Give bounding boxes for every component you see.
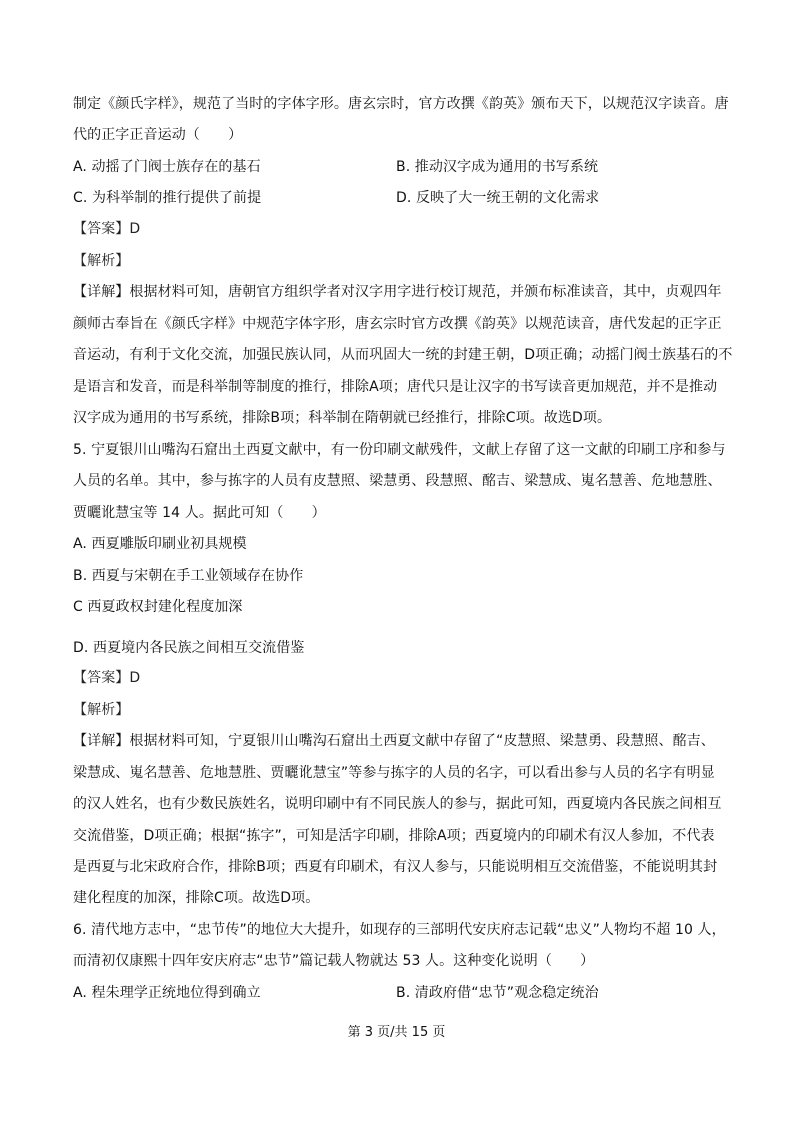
question-5-explanation-line-3: 的汉人姓名，也有少数民族姓名，说明印刷中有不同民族人的参与，据此可知，西夏境内各民族之间相互: [73, 796, 722, 812]
question-4-explanation-line-3: 音运动，有利于文化交流，加强民族认同，从而巩固大一统的封建王朝，D项正确；动摇门阀士族基石的不: [73, 347, 733, 363]
question-4-option-a: A. 动摇了门阀士族存在的基石: [73, 159, 261, 175]
question-5-explanation-line-1: 【详解】根据材料可知，宁夏银川山嘴沟石窟出土西夏文献中存留了“皮慧照、梁慧勇、段慧照、酩吉、: [73, 733, 715, 749]
question-6-stem-line-2: 而清初仅康熙十四年安庆府志“忠节”篇记载人物就达 53 人。这种变化说明（ ）: [73, 953, 595, 969]
question-6-option-a: A. 程朱理学正统地位得到确立: [73, 985, 261, 1001]
question-5-analysis-label: 【解析】: [73, 702, 130, 718]
question-5-stem-line-1: 5. 宁夏银川山嘴沟石窟出土西夏文献中，有一份印刷文献残件，文献上存留了这一文献的印刷工序和参与: [73, 442, 726, 458]
question-5-explanation-line-4: 交流借鉴，D项正确；根据“拣字”，可知是活字印刷，排除A项；西夏境内的印刷术有汉人参加，不代表: [73, 828, 715, 844]
question-4-analysis-label: 【解析】: [73, 253, 130, 269]
question-4-explanation-line-4: 是语言和发音，而是科举制等制度的推行，排除A项；唐代只是让汉字的书写读音更加规范，并不是推动: [73, 379, 718, 395]
question-5-explanation-line-6: 建化程度的加深，排除C项。故选D项。: [73, 890, 320, 906]
question-4-option-b: B. 推动汉字成为通用的书写系统: [396, 159, 599, 175]
question-4-answer: 【答案】D: [73, 221, 141, 237]
question-5-option-b: B. 西夏与宋朝在手工业领域存在协作: [73, 568, 304, 584]
question-5-stem-line-3: 贾曬讹慧宝等 14 人。据此可知（ ）: [73, 505, 326, 521]
question-4-explanation-line-2: 颜师古奉旨在《颜氏字样》中规范字体字形，唐玄宗时官方改撰《韵英》以规范读音，唐代发起的正字正: [73, 316, 722, 332]
question-6-option-b: B. 清政府借“忠节”观念稳定统治: [396, 985, 599, 1001]
question-5-answer: 【答案】D: [73, 670, 141, 686]
question-5-option-c: C 西夏政权封建化程度加深: [73, 599, 243, 615]
question-4-stem-line-1: 制定《颜氏字样》，规范了当时的字体字形。唐玄宗时，官方改撰《韵英》颁布天下，以规范汉字读音。唐: [73, 96, 729, 112]
question-4-explanation-line-1: 【详解】根据材料可知，唐朝官方组织学者对汉字用字进行校订规范，并颁布标准读音，其中，贞观四年: [73, 284, 722, 300]
question-5-option-d: D. 西夏境内各民族之间相互交流借鉴: [73, 640, 305, 656]
question-5-stem-line-2: 人员的名单。其中，参与拣字的人员有皮慧照、梁慧勇、段慧照、酩吉、梁慧成、嵬名慧善、危地慧胜、: [73, 473, 722, 489]
question-4-explanation-line-5: 汉字成为通用的书写系统，排除B项；科举制在隋朝就已经推行，排除C项。故选D项。: [73, 410, 612, 426]
question-4-option-c: C. 为科举制的推行提供了前提: [73, 190, 262, 206]
question-4-stem-line-2: 代的正字正音运动（ ）: [73, 127, 243, 143]
question-5-explanation-line-5: 是西夏与北宋政府合作，排除B项；西夏有印刷术，有汉人参与，只能说明相互交流借鉴，不能说明其封: [73, 859, 718, 875]
question-5-option-a: A. 西夏雕版印刷业初具规模: [73, 536, 247, 552]
question-6-stem-line-1: 6. 清代地方志中，“忠节传”的地位大大提升，如现存的三部明代安庆府志记载“忠义”人物均不超 10 人，: [73, 922, 726, 938]
question-5-explanation-line-2: 梁慧成、嵬名慧善、危地慧胜、贾曬讹慧宝”等参与拣字的人员的名字，可以看出参与人员的名字有明显: [73, 765, 715, 781]
question-4-option-d: D. 反映了大一统王朝的文化需求: [396, 190, 600, 206]
page-number-footer: 第 3 页/共 15 页: [347, 1025, 446, 1040]
